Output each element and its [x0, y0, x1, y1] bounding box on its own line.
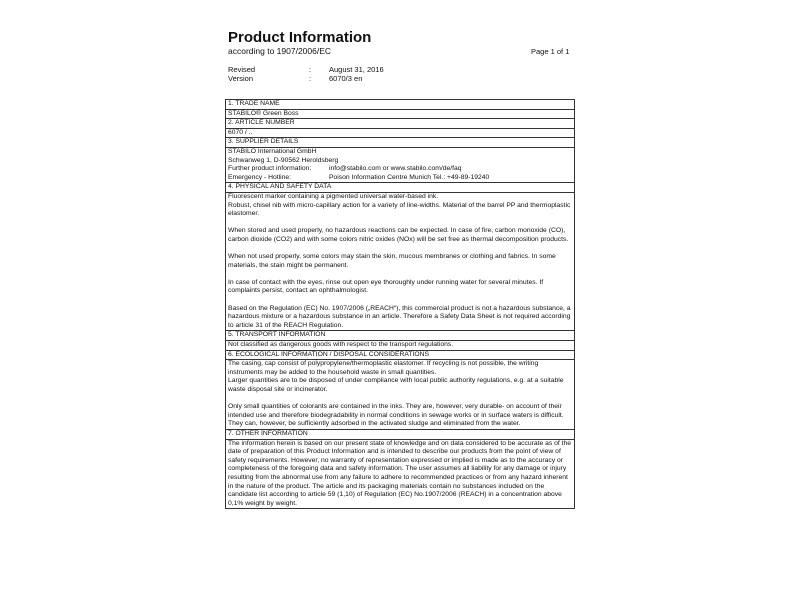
paragraph-gap	[228, 245, 572, 254]
supplier-emergency-value: Poison Information Centre Munich Tel.: +49-89-19240	[329, 173, 490, 181]
ecological-paragraph: The casing, cap consist of polypropylene/thermoplastic elastomer. If recycling is not possible, the writing instruments may be added to the household waste in small quantities.	[228, 360, 539, 376]
section-body-other	[226, 439, 574, 509]
supplier-company: STABILO International GmbH	[228, 147, 317, 155]
meta-value: August 31, 2016	[329, 65, 384, 74]
document-title: Product Information	[228, 29, 372, 46]
meta-separator: :	[309, 65, 312, 74]
physical-paragraph: Fluorescent marker containing a pigmented universal water-based ink.	[228, 192, 439, 200]
section-heading-transport: 5. TRANSPORT INFORMATION	[226, 330, 574, 340]
paragraph-gap	[228, 395, 572, 404]
paragraph-gap	[228, 296, 572, 305]
section-heading-supplier: 3. SUPPLIER DETAILS	[226, 137, 574, 147]
section-heading-other: 7. OTHER INFORMATION	[226, 429, 574, 439]
section-body-transport	[226, 340, 574, 350]
supplier-address: Schwanweg 1, D-90562 Heroldsberg	[228, 156, 339, 164]
section-body-physical	[226, 192, 574, 331]
paragraph-gap	[228, 270, 572, 279]
paragraph-gap	[228, 219, 572, 228]
other-text: The information herein is based on our present state of knowledge and on data considered to be accurate as of the date of preparation of this Product Information and is intended to describe our products from the point of view of safety requirements. However, no warranty of representation expressed or implied is made as to the accuracy or completeness of the foregoing data and safety information. The user assumes all liability for any damage or injury resulting from the abnormal use from any failure to adhere to recommended practices or from any hazard inherent in the nature of the product. The article and its packaging materials contain no substances included on the candidate list according to article 59 (1,10) of Regulation (EC) No.1907/2006 (REACH) in a concentration above 0,1% weight by weight.	[228, 439, 571, 507]
trade-name-value: STABILO® Green Boss	[228, 109, 299, 117]
section-body-trade-name	[226, 109, 574, 119]
ecological-paragraph: Only small quantities of colorants are contained in the inks. They are, however, very durable- on account of their intended use and therefore biodegradability in normal conditions in sewage works or in surface waters is difficult. They can, however, be sufficiently adsorbed in the activated sludge and eliminated from the water.	[228, 403, 564, 428]
supplier-info-label: Further product information:	[228, 165, 312, 173]
physical-paragraph: Robust, chisel nib with micro-capillary action for a variety of line-widths. Material of the barrel PP and thermoplastic elastomer.	[228, 201, 571, 218]
meta-value: 6070/3 en	[329, 74, 363, 83]
physical-paragraph: In case of contact with the eyes, rinse out open eye thoroughly under running water for several minutes. If complaints persist, contact an ophthalmologist.	[228, 278, 544, 295]
meta-label: Version	[228, 74, 254, 83]
physical-paragraph: When not used properly, some colors may stain the skin, mucous membranes or clothing and fabrics. In some materials, the stain might be permanent.	[228, 253, 556, 269]
supplier-info-value: info@stabilo.com or www.stabilo.com/de/faq	[329, 165, 462, 173]
physical-paragraph: When stored and used properly, no hazardous reactions can be expected. In case of fire, carbon monoxide (CO), carbon dioxide (CO2) and with some colors nitric oxides (NOx) will be set free as thermal decomposition products.	[228, 227, 569, 243]
section-heading-ecological: 6. ECOLOGICAL INFORMATION / DISPOSAL CONSIDERATIONS	[226, 350, 574, 360]
section-heading-physical: 4. PHYSICAL AND SAFETY DATA	[226, 182, 574, 192]
ecological-paragraph: Larger quantities are to be disposed of under compliance with local public authority regulations, e.g. at a suitable waste disposal site or incinerator.	[228, 377, 564, 393]
section-heading-article-number: 2. ARTICLE NUMBER	[226, 118, 574, 128]
page-number: Page 1 of 1	[531, 47, 570, 56]
transport-text: Not classified as dangerous goods with respect to the transport regulations.	[228, 341, 454, 349]
meta-label: Revised	[228, 65, 256, 74]
meta-separator: :	[309, 74, 312, 83]
article-number-value: 6070 / ..	[228, 128, 253, 136]
revision-meta	[228, 65, 428, 83]
section-body-article-number	[226, 128, 574, 138]
supplier-emergency-label: Emergency - Hotline:	[228, 173, 292, 181]
meta-row-version	[228, 74, 428, 83]
section-body-ecological	[226, 359, 574, 429]
physical-paragraph: Based on the Regulation (EC) No. 1907/2006 („REACH“), this commercial product is not a hazardous substance, a hazardous mixture or a hazardous substance in an article. Therefore a Safety Data Sheet is not required according to article 31 of the REACH Regulation.	[228, 304, 571, 329]
product-info-table	[225, 99, 575, 509]
section-heading-trade-name: 1. TRADE NAME	[228, 100, 280, 107]
document-subtitle: according to 1907/2006/EC	[228, 46, 332, 56]
section-body-supplier	[226, 147, 574, 182]
supplier-info-row	[228, 165, 572, 174]
supplier-emergency-row	[228, 174, 572, 183]
meta-row-revised	[228, 65, 428, 74]
